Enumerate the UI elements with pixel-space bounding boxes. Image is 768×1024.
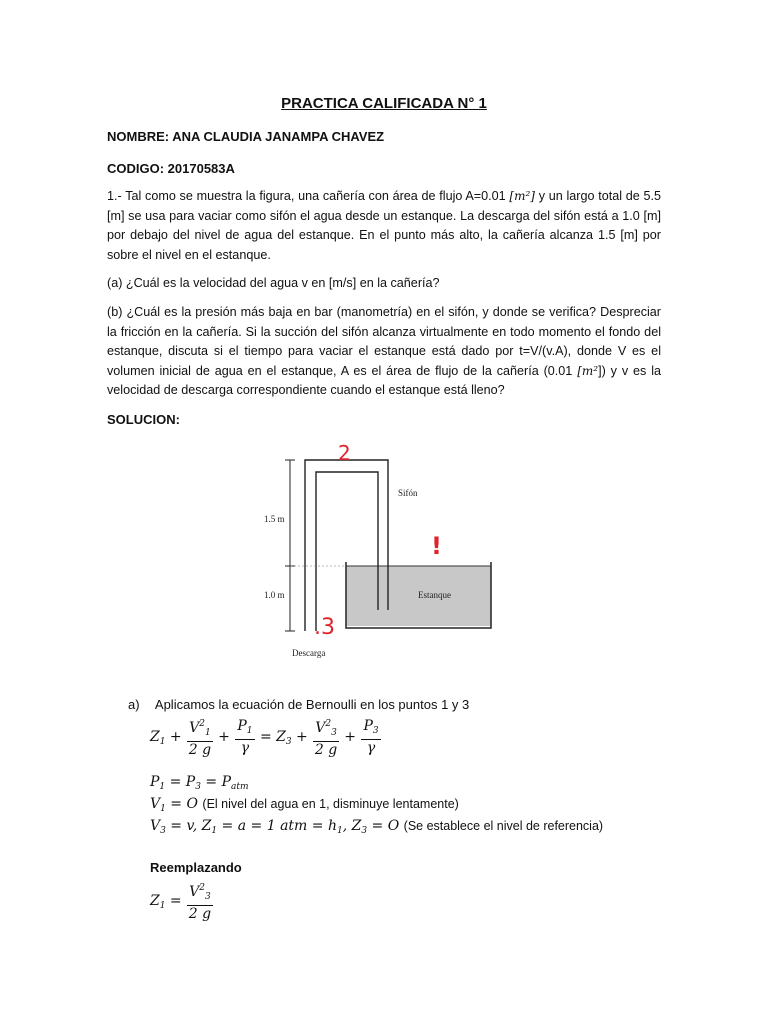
bernoulli-equation: $Z_1$ + $\frac{V^2_1}{2 g}$ + $\frac{P_1}{\gamma}$ = $Z_3$ + $\frac{V^2_3}{2 g}$ + $\frac{P_3}{\gamma}$ <box>150 718 379 758</box>
part-a-heading <box>128 697 469 712</box>
question-b <box>107 303 661 401</box>
question-b-start: (b) ¿Cuál es la presión más baja en bar (manometría) en el sifón, y donde se verifica? Despreciar la fricción en la cañería. Si la succión del sifón alcanza virtualmente en todo momento el fondo del estanque, discuta si el tiempo para vaciar el estanque está dado por t=V/(v.A), donde V es el volumen inicial de agua en el estanque, A es el área de flujo de la cañería (0.01 <box>107 305 661 378</box>
part-a-text: Aplicamos la ecuación de Bernoulli en los puntos 1 y 3 <box>154 697 470 712</box>
v1-equation: $V_1 = O$ (El nivel del agua en 1, disminuye lentamente) <box>150 796 459 814</box>
part-a-label: a) <box>128 697 140 712</box>
z3-note: (Se establece el nivel de referencia) <box>403 819 604 833</box>
student-name: NOMBRE: ANA CLAUDIA JANAMPA CHAVEZ <box>107 129 385 144</box>
area-unit-b: [m² <box>577 363 599 378</box>
v1-note: (El nivel del agua en 1, disminuye lentamente) <box>202 797 459 811</box>
question-b-end: ]) y v es la velocidad de descarga correspondiente cuando el estanque está lleno? <box>107 363 662 397</box>
label-estanque: Estanque <box>418 590 451 600</box>
problem-intro-start: 1.- Tal como se muestra la figura, una cañería con área de flujo A=0.01 <box>107 189 506 203</box>
point-3-mark: .3 <box>314 615 335 640</box>
problem-intro-rest: y un largo total de 5.5 [m] se usa para vaciar como sifón el agua desde un estanque. La descarga del sifón está a 1.0 [m] por debajo del nivel de agua del estanque. En el punto más alto, la cañería alcanza 1.5 [m] por sobre el nivel en el estanque. <box>107 189 662 262</box>
problem-statement <box>107 187 661 265</box>
point-2-mark: 2 <box>338 441 351 465</box>
result-equation: $Z_1$ = $\frac{V^2_3}{2 g}$ <box>150 880 214 922</box>
area-unit: [m²] <box>509 189 535 203</box>
figure-background <box>258 438 508 668</box>
point-1-mark: ! <box>431 532 442 560</box>
student-code: CODIGO: 20170583A <box>107 161 235 176</box>
pressure-equality: $P_1 = P_3 = P_{atm}$ <box>150 774 249 792</box>
label-1-5m: 1.5 m <box>264 514 285 524</box>
solution-label: SOLUCION: <box>107 412 180 427</box>
v3-equation: $V_3 = v$, $Z_1 = a = 1$ atm = $h_1$, $Z_3 = O$ (Se establece el nivel de referencia) <box>150 818 604 836</box>
siphon-diagram <box>258 438 508 668</box>
question-a: (a) ¿Cuál es la velocidad del agua v en [m/s] en la cañería? <box>107 276 440 290</box>
label-descarga: Descarga <box>292 648 326 658</box>
replacing-label: Reemplazando <box>150 860 242 875</box>
page-title: PRACTICA CALIFICADA N° 1 <box>281 95 487 112</box>
label-1-0m: 1.0 m <box>264 590 285 600</box>
label-sifon: Sifón <box>398 488 418 498</box>
